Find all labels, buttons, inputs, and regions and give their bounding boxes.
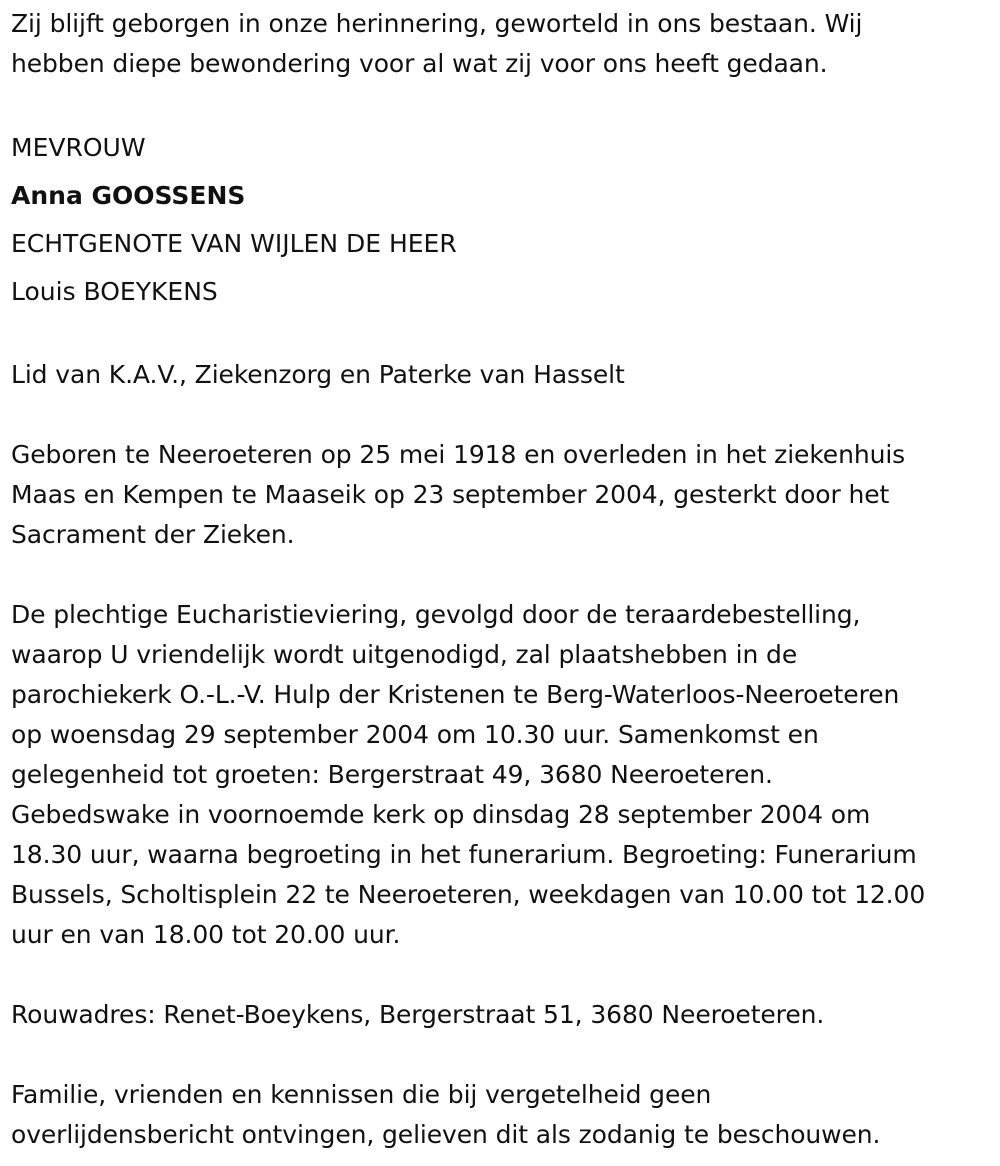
membership-paragraph [11,355,991,395]
closing-paragraph [11,1075,991,1155]
birth-death-line: Sacrament der Zieken. [11,520,295,549]
closing-line: Familie, vrienden en kennissen die bij vergetelheid geen [11,1080,712,1109]
ceremony-line: parochiekerk O.-L.-V. Hulp der Kristenen te Berg-Waterloos-Neeroeteren [11,680,900,709]
birth-death-line: Maas en Kempen te Maaseik op 23 september 2004, gesterkt door het [11,480,890,509]
title-label: MEVROUW [11,133,146,162]
intro-paragraph [11,4,991,84]
intro-line: hebben diepe bewondering voor al wat zij voor ons heeft gedaan. [11,49,828,78]
mourning-address-line: Rouwadres: Renet-Boeykens, Bergerstraat 51, 3680 Neeroeteren. [11,1000,825,1029]
obituary-document [11,4,991,1155]
ceremony-line: op woensdag 29 september 2004 om 10.30 uur. Samenkomst en [11,720,819,749]
intro-line: Zij blijft geborgen in onze herinnering, geworteld in ons bestaan. Wij [11,9,863,38]
ceremony-line: Gebedswake in voornoemde kerk op dinsdag 28 september 2004 om [11,800,871,829]
ceremony-line: uur en van 18.00 tot 20.00 uur. [11,920,401,949]
membership-line: Lid van K.A.V., Ziekenzorg en Paterke van Hasselt [11,360,625,389]
relation-label: ECHTGENOTE VAN WIJLEN DE HEER [11,229,457,258]
birth-death-line: Geboren te Neeroeteren op 25 mei 1918 en overleden in het ziekenhuis [11,440,906,469]
ceremony-paragraph [11,595,991,955]
ceremony-line: Bussels, Scholtisplein 22 te Neeroeteren, weekdagen van 10.00 tot 12.00 [11,880,926,909]
closing-line: overlijdensbericht ontvingen, gelieven dit als zodanig te beschouwen. [11,1120,881,1149]
ceremony-line: De plechtige Eucharistieviering, gevolgd door de teraardebestelling, [11,600,861,629]
spouse-name: Louis BOEYKENS [11,277,218,306]
name-heading [11,124,991,316]
ceremony-line: waarop U vriendelijk wordt uitgenodigd, zal plaatshebben in de [11,640,798,669]
deceased-name: Anna GOOSSENS [11,181,246,210]
ceremony-line: 18.30 uur, waarna begroeting in het funerarium. Begroeting: Funerarium [11,840,917,869]
ceremony-line: gelegenheid tot groeten: Bergerstraat 49, 3680 Neeroeteren. [11,760,773,789]
mourning-address-paragraph [11,995,991,1035]
birth-death-paragraph [11,435,991,555]
